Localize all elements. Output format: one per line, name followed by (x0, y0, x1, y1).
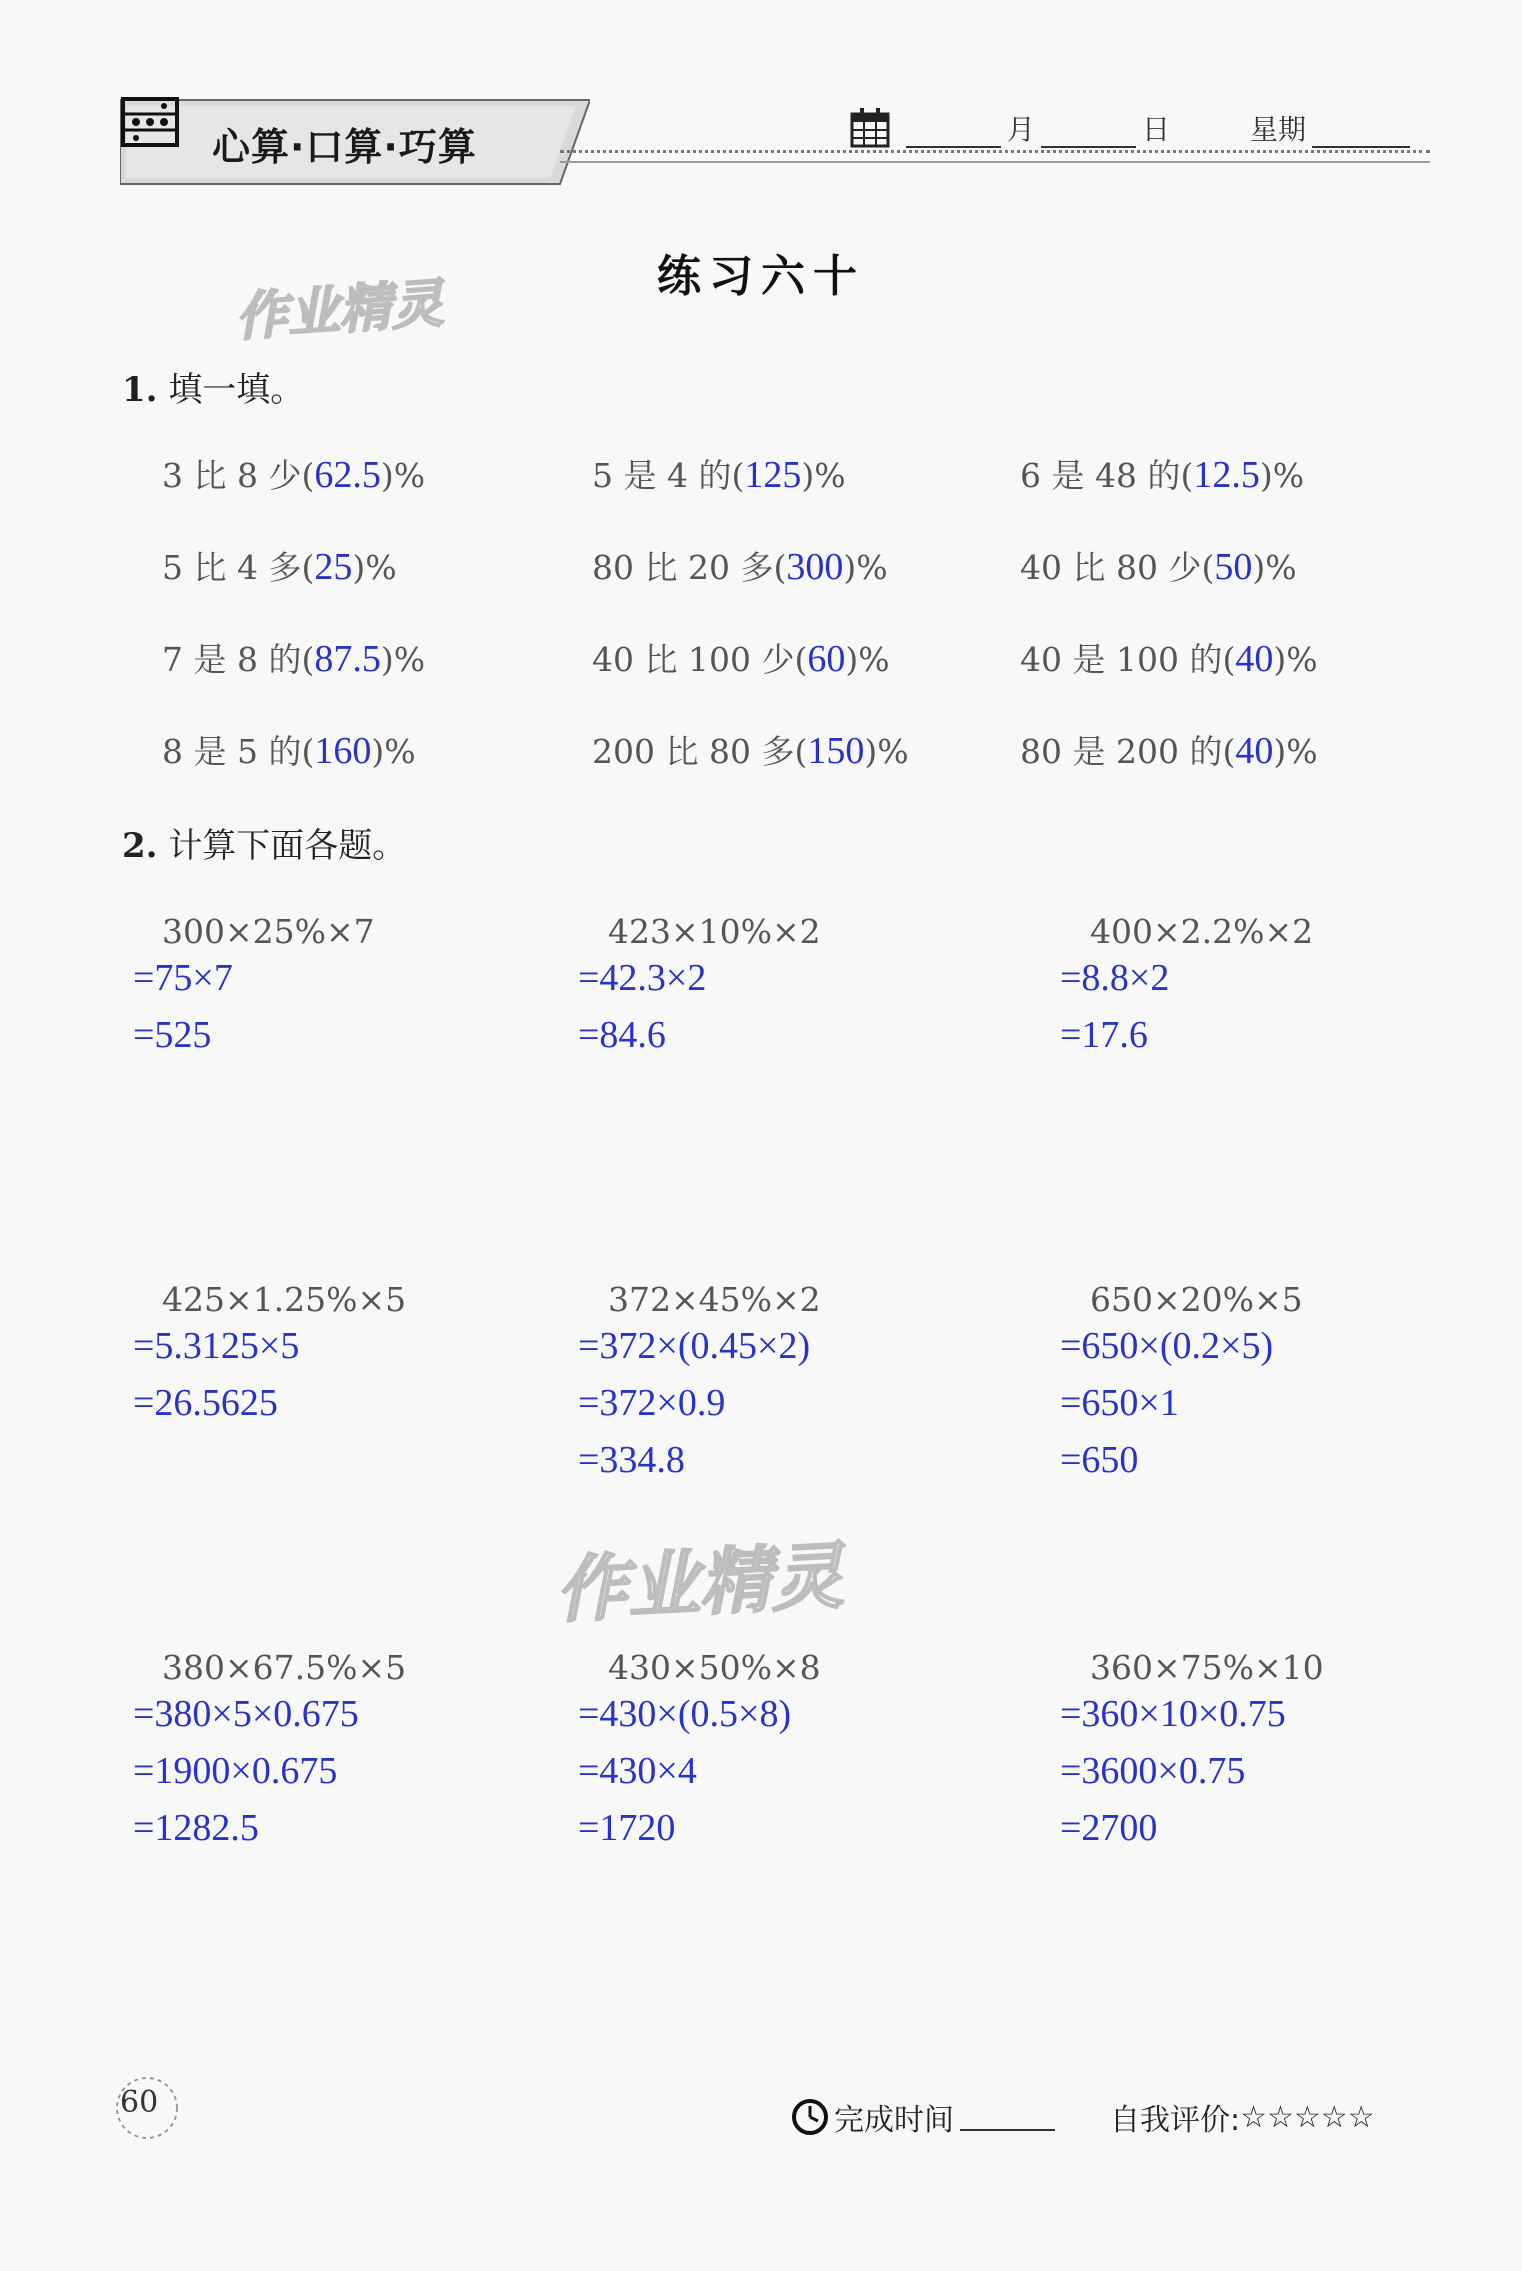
calc-step[interactable]: =42.3×2 (578, 957, 707, 999)
date-fields (850, 100, 1416, 148)
calc-problem: 400×2.2%×2 (1090, 912, 1314, 951)
fill-item-suffix: )% (1273, 640, 1318, 679)
fill-item (1020, 542, 1297, 589)
fill-item (162, 450, 425, 497)
fill-item-suffix: )% (1273, 732, 1318, 771)
calc-step[interactable]: =5.3125×5 (133, 1325, 300, 1367)
fill-item-prompt: 80 比 20 多( (592, 548, 787, 587)
calc-step[interactable]: =380×5×0.675 (133, 1693, 359, 1735)
fill-item (592, 726, 909, 773)
fill-item-prompt: 8 是 5 的( (162, 732, 315, 771)
fill-item-suffix: )% (380, 640, 426, 679)
fill-item-answer[interactable]: 300 (786, 546, 844, 588)
fill-item (162, 726, 416, 773)
fill-item-suffix: )% (801, 456, 846, 495)
header-banner (120, 96, 590, 188)
calc-problem: 425×1.25%×5 (162, 1280, 407, 1319)
fill-item-answer[interactable]: 150 (807, 730, 865, 772)
fill-item (162, 542, 397, 589)
fill-item-suffix: )% (1252, 548, 1297, 587)
fill-item (162, 634, 425, 681)
fill-item-prompt: 200 比 80 多( (592, 732, 808, 771)
calc-step[interactable]: =650×(0.2×5) (1060, 1325, 1274, 1367)
fill-item-answer[interactable]: 25 (314, 546, 353, 588)
fill-item-prompt: 40 比 100 少( (592, 640, 808, 679)
calc-step[interactable]: =1720 (578, 1807, 676, 1849)
fill-item-suffix: )% (845, 640, 890, 679)
header-divider (560, 150, 1430, 163)
fill-item-suffix: )% (843, 548, 888, 587)
page-number: 60 (120, 2085, 159, 2120)
fill-item-prompt: 7 是 8 的( (162, 640, 315, 679)
fill-item-suffix: )% (1259, 456, 1305, 495)
fill-item-answer[interactable]: 50 (1214, 546, 1253, 588)
fill-item-suffix: )% (380, 456, 426, 495)
calc-step[interactable]: =650 (1060, 1439, 1139, 1481)
fill-item-suffix: )% (864, 732, 909, 771)
watermark: 作业精灵 (553, 1533, 846, 1633)
banner-title: 心算·口算·巧算 (212, 125, 477, 169)
weekday-label: 星期 (1250, 113, 1307, 146)
calc-step[interactable]: =8.8×2 (1060, 957, 1170, 999)
section-1-number: 1. (122, 370, 158, 410)
fill-item-prompt: 5 是 4 的( (592, 456, 745, 495)
calc-step[interactable]: =1282.5 (133, 1807, 259, 1849)
rating-label: 自我评价: (1110, 2103, 1241, 2138)
fill-item-prompt: 3 比 8 少( (162, 456, 315, 495)
calc-problem: 423×10%×2 (608, 912, 821, 951)
section-1-text: 填一填。 (168, 370, 305, 410)
fill-item (592, 542, 888, 589)
fill-item-answer[interactable]: 87.5 (314, 638, 381, 680)
fill-item-suffix: )% (352, 548, 397, 587)
section-1-heading (122, 362, 304, 411)
calc-problem: 650×20%×5 (1090, 1280, 1303, 1319)
calc-step[interactable]: =2700 (1060, 1807, 1158, 1849)
calendar-icon (850, 106, 890, 148)
fill-item-answer[interactable]: 125 (744, 454, 802, 496)
fill-item-answer[interactable]: 12.5 (1193, 454, 1260, 496)
calc-step[interactable]: =430×(0.5×8) (578, 1693, 792, 1735)
time-blank[interactable] (960, 2103, 1055, 2131)
calc-step[interactable]: =3600×0.75 (1060, 1750, 1246, 1792)
fill-item (1020, 450, 1304, 497)
time-label: 完成时间 (834, 2103, 954, 2138)
calc-problem: 430×50%×8 (608, 1648, 821, 1687)
fill-item-prompt: 40 比 80 少( (1020, 548, 1215, 587)
section-2-number: 2. (122, 826, 158, 866)
fill-item-answer[interactable]: 160 (314, 730, 372, 772)
fill-item-prompt: 6 是 48 的( (1020, 456, 1194, 495)
calc-step[interactable]: =360×10×0.75 (1060, 1693, 1286, 1735)
fill-item-prompt: 80 是 200 的( (1020, 732, 1236, 771)
clock-icon (790, 2097, 830, 2137)
month-label: 月 (1007, 113, 1036, 146)
calc-step[interactable]: =26.5625 (133, 1382, 278, 1424)
calc-step[interactable]: =84.6 (578, 1014, 666, 1056)
fill-item-answer[interactable]: 62.5 (314, 454, 381, 496)
calc-step[interactable]: =17.6 (1060, 1014, 1148, 1056)
calc-step[interactable]: =430×4 (578, 1750, 697, 1792)
fill-item-answer[interactable]: 40 (1235, 638, 1274, 680)
exercise-title: 练习六十 (657, 251, 865, 302)
fill-item (592, 634, 890, 681)
section-2-text: 计算下面各题。 (168, 826, 407, 866)
fill-item (592, 450, 846, 497)
calc-step[interactable]: =1900×0.675 (133, 1750, 338, 1792)
page-number-badge (120, 2085, 158, 2120)
fill-item-answer[interactable]: 60 (807, 638, 846, 680)
fill-item (1020, 726, 1318, 773)
day-blank[interactable] (1041, 116, 1136, 148)
fill-item-suffix: )% (371, 732, 416, 771)
calc-step[interactable]: =372×0.9 (578, 1382, 726, 1424)
section-2-heading (122, 818, 406, 867)
calc-step[interactable]: =75×7 (133, 957, 233, 999)
watermark: 作业精灵 (233, 273, 446, 349)
calc-problem: 372×45%×2 (608, 1280, 821, 1319)
fill-item-answer[interactable]: 40 (1235, 730, 1274, 772)
fill-item-prompt: 40 是 100 的( (1020, 640, 1236, 679)
self-rating (1110, 2095, 1375, 2139)
day-label: 日 (1142, 113, 1171, 146)
calc-step[interactable]: =372×(0.45×2) (578, 1325, 811, 1367)
weekday-blank[interactable] (1312, 116, 1410, 148)
calc-problem: 380×67.5%×5 (162, 1648, 407, 1687)
month-blank[interactable] (906, 116, 1001, 148)
rating-stars[interactable]: ☆☆☆☆☆ (1240, 2099, 1375, 2135)
calc-step[interactable]: =334.8 (578, 1439, 685, 1481)
completion-time (790, 2095, 1061, 2139)
calc-problem: 360×75%×10 (1090, 1648, 1324, 1687)
calc-problem: 300×25%×7 (162, 912, 375, 951)
calc-step[interactable]: =650×1 (1060, 1382, 1179, 1424)
fill-item-prompt: 5 比 4 多( (162, 548, 315, 587)
fill-item (1020, 634, 1318, 681)
abacus-icon (120, 96, 180, 148)
calc-step[interactable]: =525 (133, 1014, 212, 1056)
